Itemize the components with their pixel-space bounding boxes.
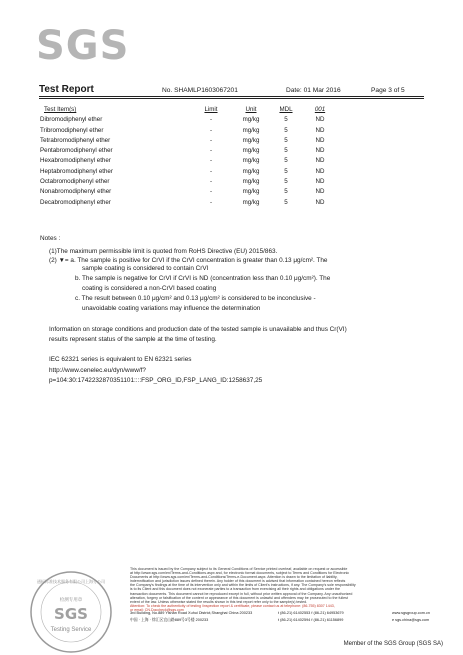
fine-line: Documents at http://www.sgs.com/en/Terms-and-Conditions/Terms-e-Document.aspx. Attention is drawn to the limitation of liability,	[130, 575, 338, 580]
cell-unit: mg/kg	[242, 188, 260, 196]
cell-result: ND	[315, 198, 325, 206]
cell-unit: mg/kg	[242, 167, 260, 175]
col-header-mdl: MDL	[279, 106, 293, 113]
website-link[interactable]: www.sgsgroup.com.cn	[392, 611, 430, 615]
cell-mdl: 5	[284, 116, 288, 124]
cell-test-item: Dibromodiphenyl ether	[40, 116, 103, 124]
cell-mdl: 5	[284, 178, 288, 186]
seal-en-text: Testing Service	[50, 627, 92, 633]
cell-result: ND	[315, 157, 325, 165]
cell-test-item: Nonabromodiphenyl ether	[40, 188, 112, 196]
fine-line: alteration, forgery or falsification of the content or appearance of this document is unlawful and offenders may be prosecuted to the fullest	[130, 595, 348, 600]
page-number: Page 3 of 5	[371, 87, 405, 94]
cell-result: ND	[315, 136, 325, 144]
cell-unit: mg/kg	[242, 198, 260, 206]
cell-test-item: Hexabromodiphenyl ether	[40, 157, 111, 165]
cell-mdl: 5	[284, 198, 288, 206]
note-2b-cont: coating is considered a non-CrVI based coating	[82, 285, 217, 292]
storage-info: Information on storage conditions and production date of the tested sample is unavailable and thus Cr(VI)	[49, 326, 347, 333]
cell-test-item: Tribromodiphenyl ether	[40, 126, 104, 134]
table-row	[40, 177, 340, 187]
cell-mdl: 5	[284, 126, 288, 134]
cell-limit: -	[209, 167, 213, 175]
cell-unit: mg/kg	[242, 136, 260, 144]
note-2c: c. The result between 0.10 μg/cm² and 0.13 μg/cm² is considered to be inconclusive -	[75, 295, 316, 302]
phone-cn: t (86-21) 61402594 f (86-21) 61156899	[278, 618, 344, 622]
results-table	[40, 105, 340, 208]
email-link[interactable]: e sgs.china@sgs.com	[392, 618, 430, 622]
address-block	[130, 610, 252, 624]
member-note: Member of the SGS Group (SGS SA)	[343, 641, 443, 647]
cell-result: ND	[315, 178, 325, 186]
fine-line: transaction documents. This document cannot be reproduced except in full, without prior written approval of the Company. Any unauthorized	[130, 591, 353, 596]
terms-fine-print	[130, 567, 448, 612]
seal-cn-text: 通标标准技术服务有限公司上海分公司	[37, 579, 105, 584]
table-row	[40, 126, 340, 136]
cell-unit: mg/kg	[242, 157, 260, 165]
table-row	[40, 115, 340, 125]
cell-mdl: 5	[284, 157, 288, 165]
web-block	[392, 610, 430, 624]
fine-line: at http://www.sgs.com/en/Terms-and-Conditions.aspx and, for electronic format documents, subject to Terms and Conditions for Electronic	[130, 571, 350, 576]
notes-section	[40, 234, 327, 266]
address-cn: 中国 · 上海 · 徐汇区宜山路889号3号楼 200233	[130, 618, 209, 622]
cell-limit: -	[209, 136, 213, 144]
cell-result: ND	[315, 167, 325, 175]
storage-info-cont: results represent status of the sample at the time of testing.	[49, 336, 217, 343]
cell-result: ND	[315, 188, 325, 196]
cell-unit: mg/kg	[242, 147, 260, 155]
notes-heading: Notes :	[40, 235, 61, 242]
cell-mdl: 5	[284, 167, 288, 175]
cell-test-item: Heptabromodiphenyl ether	[40, 167, 113, 175]
note-2a-cont: sample coating is considered to contain CrVI	[82, 265, 209, 272]
cell-limit: -	[209, 126, 213, 134]
col-header-unit: Unit	[245, 106, 257, 113]
fine-line: is to its Client and this document does not exonerate parties to a transaction from exercising all their rights and obligations under the	[130, 587, 340, 592]
col-header-test-item: Test Item(s)	[44, 106, 77, 113]
cell-limit: -	[209, 116, 213, 124]
table-row	[40, 156, 340, 166]
phone-en: t (86-21) 61402553 f (86-21) 64953679	[278, 611, 344, 615]
note-2c-cont: unavoidable coating variations may influence the determination	[82, 305, 261, 312]
note-2a: (2) ▼= a. The sample is positive for CrVI if the CrVI concentration is greater than 0.13 μg/cm². The	[49, 257, 328, 265]
note-1: (1)The maximum permissible limit is quoted from RoHS Directive (EU) 2015/863.	[49, 247, 278, 255]
cenelec-url[interactable]: http://www.cenelec.eu/dyn/www/f?	[49, 367, 146, 374]
cell-limit: -	[209, 198, 213, 206]
fine-line-email[interactable]: or email: CN.Doccheck@sgs.com	[130, 607, 184, 612]
cell-test-item: Decabromodiphenyl ether	[40, 198, 111, 206]
cell-test-item: Octabromodiphenyl ether	[40, 178, 110, 186]
sgs-logo: SGS	[36, 23, 130, 69]
col-header-limit: Limit	[204, 106, 218, 113]
cell-limit: -	[209, 178, 213, 186]
cell-mdl: 5	[284, 188, 288, 196]
cell-test-item: Tetrabromodiphenyl ether	[40, 136, 111, 144]
phone-block	[278, 610, 344, 624]
cell-result: ND	[315, 126, 325, 134]
report-number: No. SHAMLP1603067201	[162, 87, 238, 94]
col-header-sample: 001	[314, 106, 326, 113]
cell-unit: mg/kg	[242, 178, 260, 186]
table-row	[40, 136, 340, 146]
header-rule-2	[39, 98, 424, 99]
fine-line-attention: Attention: To check the authenticity of testing /inspection report & certificate, please contact us at telephone: (86-755) 8307 1443,	[130, 603, 335, 608]
testing-service-seal	[28, 569, 114, 655]
cell-limit: -	[209, 147, 213, 155]
table-row	[40, 198, 340, 208]
cell-unit: mg/kg	[242, 126, 260, 134]
address-en: 3rd Building, No.889 Yishan Road Xuhui District,Shanghai China 200233	[130, 611, 253, 615]
report-date: Date: 01 Mar 2016	[286, 87, 341, 94]
table-row	[40, 146, 340, 156]
cell-unit: mg/kg	[242, 116, 260, 124]
fine-line: indemnification and jurisdiction issues defined therein. Any holder of this document is advised that information contained hereon reflects	[130, 579, 346, 584]
fine-line: the Company's findings at the time of its intervention only and within the limits of Client's instructions, if any. The Company's sole responsibility	[130, 583, 356, 588]
cell-limit: -	[209, 157, 213, 165]
report-title: Test Report	[39, 84, 94, 95]
cenelec-url-cont[interactable]: p=104:30:1742232870351101::::FSP_ORG_ID,FSP_LANG_ID:1258637,25	[49, 377, 263, 384]
table-row	[40, 167, 340, 177]
cell-test-item: Pentabromodiphenyl ether	[40, 147, 113, 155]
table-header-row	[40, 105, 340, 115]
cell-limit: -	[209, 188, 213, 196]
table-row	[40, 187, 340, 197]
cell-result: ND	[315, 147, 325, 155]
iec-note: IEC 62321 series is equivalent to EN 62321 series	[49, 356, 192, 363]
fine-line: extent of the law. Unless otherwise stated the results shown in this test report refer only to the sample(s) tested.	[130, 599, 308, 604]
header-rule	[39, 96, 424, 97]
seal-logo: SGS	[54, 605, 88, 623]
note-2b: b. The sample is negative for CrVI if CrVI is ND (concentration less than 0.10 μg/cm²). The	[75, 275, 331, 282]
cell-mdl: 5	[284, 136, 288, 144]
cell-mdl: 5	[284, 147, 288, 155]
cell-result: ND	[315, 116, 325, 124]
fine-line: This document is issued by the Company subject to its General Conditions of Service printed overleaf, available on request or accessible	[130, 567, 348, 571]
seal-mid-text: 检测专用章	[59, 598, 83, 603]
